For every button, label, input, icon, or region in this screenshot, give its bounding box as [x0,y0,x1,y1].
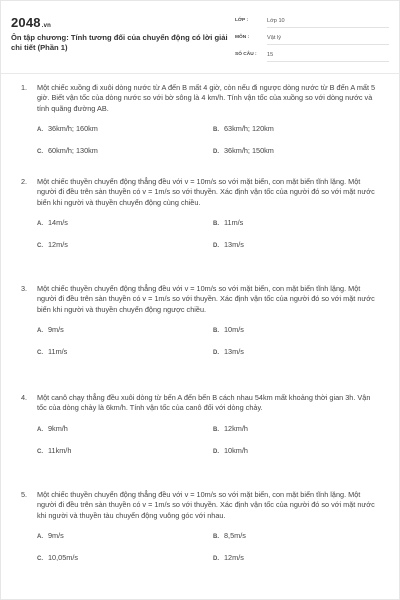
answer-options [21,218,381,252]
question-stem [21,284,381,315]
question-text: Một chiếc thuyền chuyển động thẳng đều với v = 10m/s so với mặt biển, con mặt biển tĩnh lặng. Một người đi đều trên sàn thuyền có v = 1m/s so với thuyền. Xác định vận tốc của người đó so với mặt nước biển khi người và thuyền chuyển động cùng chiều. [37,177,375,207]
question-stem [21,177,381,208]
question-number: 1. [21,83,28,92]
question-number: 4. [21,393,28,402]
question-5 [21,490,381,565]
option-text: 10,05m/s [48,552,79,562]
option-d[interactable] [213,146,274,155]
option-letter: C. [37,349,43,356]
meta-value: Vật lý [267,34,389,45]
option-text: 8,5m/s [224,530,246,540]
option-letter: D. [213,555,219,562]
option-a[interactable] [37,531,64,540]
option-text: 13m/s [224,346,244,356]
option-a[interactable] [37,124,98,133]
question-stem [21,83,381,114]
question-text: Một chiếc thuyền chuyển động thẳng đều với v = 10m/s so với mặt biển, con mặt biển tĩnh lặng. Một người đi đều trên sàn thuyền có v = 1m/s so với thuyền. Xác định vận tốc của người đó so với mặt nước biển khi người và thuyền chuyển động ngược chiều. [37,284,375,314]
option-text: 9m/s [48,324,64,334]
option-letter: B. [213,220,219,227]
option-letter: B. [213,426,219,433]
option-letter: D. [213,349,219,356]
option-letter: D. [213,148,219,155]
option-b[interactable] [213,218,243,227]
question-text: Một canô chạy thẳng đều xuôi dòng từ bến A đến bến B cách nhau 54km mất khoảng thời gian 3h. Vận tốc của dòng chảy là 6km/h. Tính vận tốc của canô đối với dòng chảy. [37,393,371,413]
option-c[interactable] [37,146,98,155]
option-a[interactable] [37,424,68,433]
option-text: 12m/s [48,239,68,249]
option-letter: B. [213,327,219,334]
option-text: 12m/s [224,552,244,562]
option-text: 12km/h [224,423,248,433]
logo-suffix: .vn [41,23,52,29]
option-letter: C. [37,555,43,562]
option-letter: A. [37,533,43,540]
option-c[interactable] [37,240,68,249]
option-letter: A. [37,327,43,334]
question-2 [21,177,381,252]
site-logo[interactable] [11,15,51,30]
question-number: 2. [21,177,28,186]
logo-text: 2048 [11,15,41,30]
meta-value: 15 [267,51,389,62]
option-a[interactable] [37,218,68,227]
option-letter: A. [37,220,43,227]
option-b[interactable] [213,325,244,334]
option-letter: D. [213,242,219,249]
option-letter: A. [37,426,43,433]
option-text: 60km/h; 130km [48,145,98,155]
option-c[interactable] [37,553,78,562]
option-text: 36km/h; 150km [224,145,274,155]
question-1 [21,83,381,158]
option-d[interactable] [213,240,244,249]
option-letter: B. [213,126,219,133]
option-text: 36km/h; 160km [48,123,98,133]
option-letter: D. [213,448,219,455]
option-text: 9m/s [48,530,64,540]
question-number: 3. [21,284,28,293]
worksheet-header [11,13,391,69]
question-3 [21,284,381,359]
question-stem [21,490,381,521]
option-text: 11m/s [224,217,244,227]
answer-options [21,424,381,458]
meta-row-class [235,15,391,32]
option-letter: A. [37,126,43,133]
question-number: 5. [21,490,28,499]
option-text: 10m/s [224,324,244,334]
option-c[interactable] [37,347,67,356]
option-c[interactable] [37,446,71,455]
question-stem [21,393,381,414]
option-text: 10km/h [224,445,248,455]
option-b[interactable] [213,424,248,433]
answer-options [21,124,381,158]
option-d[interactable] [213,553,244,562]
option-letter: C. [37,448,43,455]
option-d[interactable] [213,446,248,455]
option-text: 14m/s [48,217,68,227]
meta-value: Lớp 10 [267,17,389,28]
option-b[interactable] [213,531,246,540]
option-letter: B. [213,533,219,540]
meta-label: LỚP : [235,18,249,23]
answer-options [21,325,381,359]
option-text: 63km/h; 120km [224,123,274,133]
meta-row-count [235,49,391,66]
option-text: 11km/h [48,445,72,455]
worksheet-title: Ôn tập chương: Tính tương đối của chuyển động có lời giải chi tiết (Phần 1) [11,33,228,52]
option-text: 9km/h [48,423,68,433]
header-divider [1,73,400,74]
option-text: 11m/s [48,346,68,356]
meta-row-subject [235,32,391,49]
option-letter: C. [37,148,43,155]
option-a[interactable] [37,325,64,334]
question-text: Một chiếc thuyền chuyển động thẳng đều với v = 10m/s so với mặt biển, con mặt biển tĩnh lặng. Một người đi đều trên sàn thuyền có v = 1m/s so với thuyền. Xác định vận tốc của người đó so với mặt nước khi người và thuyền tàu chuyển động vuông góc với nhau. [37,490,375,520]
option-d[interactable] [213,347,244,356]
question-text: Một chiếc xuồng đi xuôi dòng nước từ A đến B mất 4 giờ, còn nếu đi ngược dòng nước từ B đến A mất 5 giờ. Biết vận tốc của dòng nước so với bờ sông là 4 km/h. Tính vận tốc của xuồng so với dòng nước và tính quãng đường AB. [37,83,376,113]
option-letter: C. [37,242,43,249]
answer-options [21,531,381,565]
meta-label: SỐ CÂU : [235,52,257,57]
worksheet-meta [235,15,391,66]
meta-label: MÔN : [235,35,250,40]
question-4 [21,393,381,458]
option-text: 13m/s [224,239,244,249]
option-b[interactable] [213,124,274,133]
